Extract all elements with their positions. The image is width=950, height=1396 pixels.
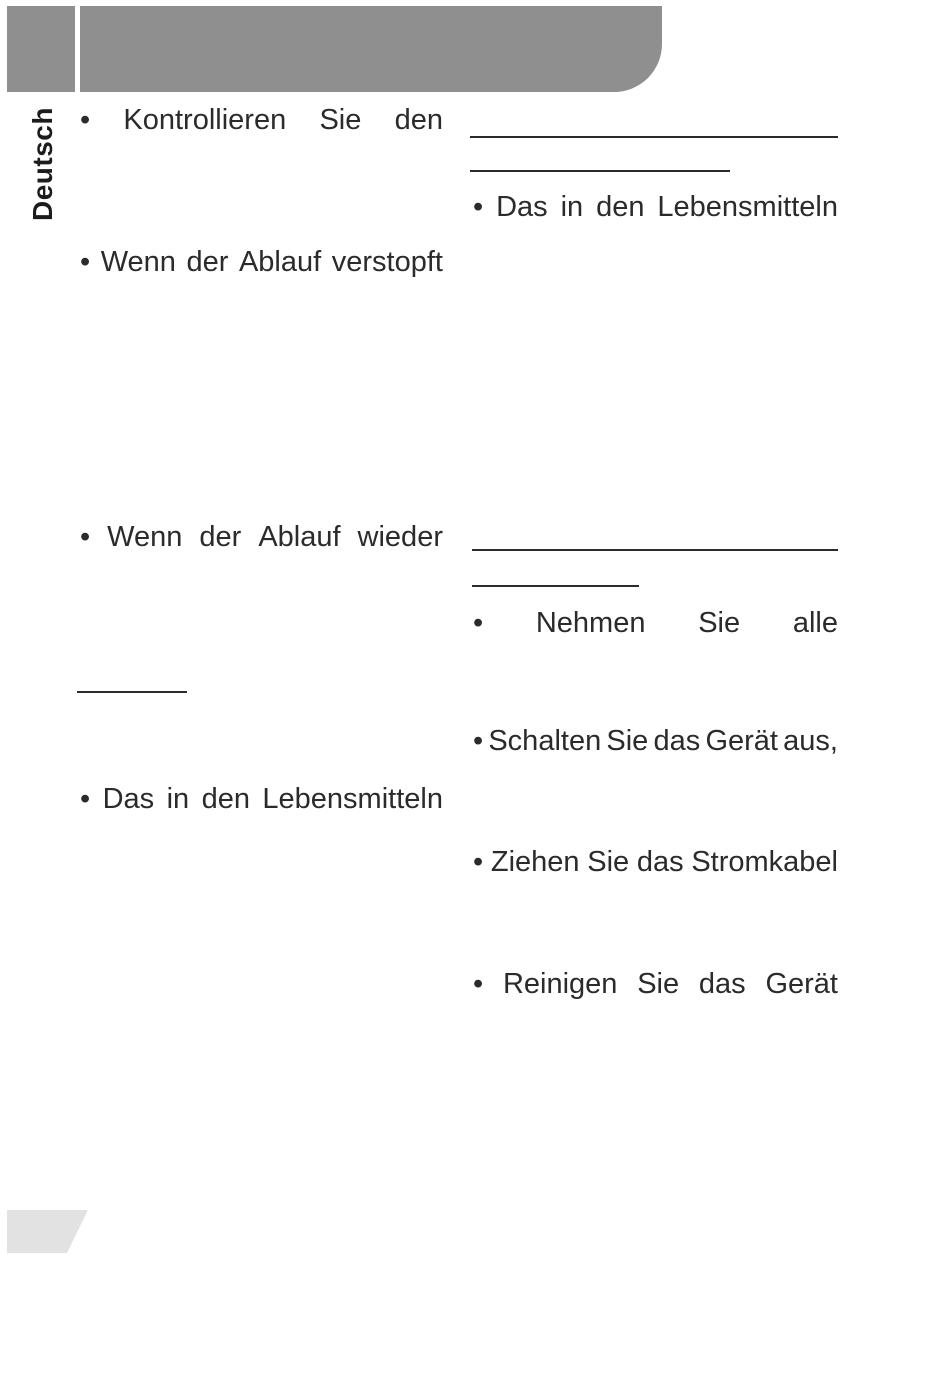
word: Lebensmitteln <box>657 191 838 223</box>
word: der <box>186 246 229 278</box>
word: den <box>201 783 250 815</box>
word: das <box>698 968 746 1000</box>
word: Das <box>496 191 548 223</box>
header-tab-block <box>7 6 75 92</box>
word: Das <box>102 783 155 815</box>
word: verstopft <box>331 246 443 278</box>
word: Stromkabel <box>691 846 838 878</box>
fill-in-line <box>472 549 838 551</box>
bullet-item <box>473 844 838 880</box>
word: in <box>166 783 190 815</box>
bullet-item <box>473 189 838 225</box>
word: alle <box>792 607 838 639</box>
word: Schalten <box>488 725 602 757</box>
page-corner-mark <box>7 1210 88 1253</box>
bullet-item <box>473 966 838 1002</box>
bullet-marker: • <box>80 783 91 815</box>
word: Ziehen <box>490 846 580 878</box>
word: den <box>596 191 645 223</box>
bullet-marker: • <box>80 104 91 136</box>
bullet-marker: • <box>473 968 484 1000</box>
fill-in-line <box>470 136 838 138</box>
word: Kontrollieren <box>123 104 287 136</box>
bullet-item <box>473 723 838 759</box>
word: Ablauf <box>258 521 341 553</box>
header-banner <box>80 6 662 92</box>
bullet-item <box>80 102 443 138</box>
bullet-marker: • <box>473 191 484 223</box>
word: in <box>560 191 584 223</box>
bullet-marker: • <box>80 521 91 553</box>
word: Ablauf <box>238 246 322 278</box>
bullet-marker: • <box>473 725 484 757</box>
word: den <box>394 104 443 136</box>
bullet-item <box>473 605 838 641</box>
word: der <box>199 521 242 553</box>
word: Wenn <box>100 246 176 278</box>
bullet-marker: • <box>473 846 484 878</box>
word: Nehmen <box>535 607 646 639</box>
bullet-marker: • <box>80 246 91 278</box>
word: Lebensmitteln <box>262 783 443 815</box>
bullet-marker: • <box>473 607 484 639</box>
bullet-item <box>80 519 443 555</box>
word: Gerät <box>765 968 838 1000</box>
fill-in-line <box>77 691 187 693</box>
word: aus, <box>783 725 838 757</box>
word: das <box>636 846 684 878</box>
word: Gerät <box>705 725 778 757</box>
word: Wenn <box>107 521 183 553</box>
word: Reinigen <box>502 968 618 1000</box>
word: Sie <box>698 607 741 639</box>
bullet-item <box>80 244 443 280</box>
word: wieder <box>357 521 443 553</box>
fill-in-line <box>470 170 730 172</box>
word: Sie <box>587 846 630 878</box>
word: Sie <box>637 968 680 1000</box>
word: das <box>653 725 701 757</box>
fill-in-line <box>472 585 639 587</box>
word: Sie <box>319 104 362 136</box>
word: Sie <box>606 725 649 757</box>
language-sidebar-label: Deutsch <box>27 107 58 221</box>
bullet-item <box>80 781 443 817</box>
